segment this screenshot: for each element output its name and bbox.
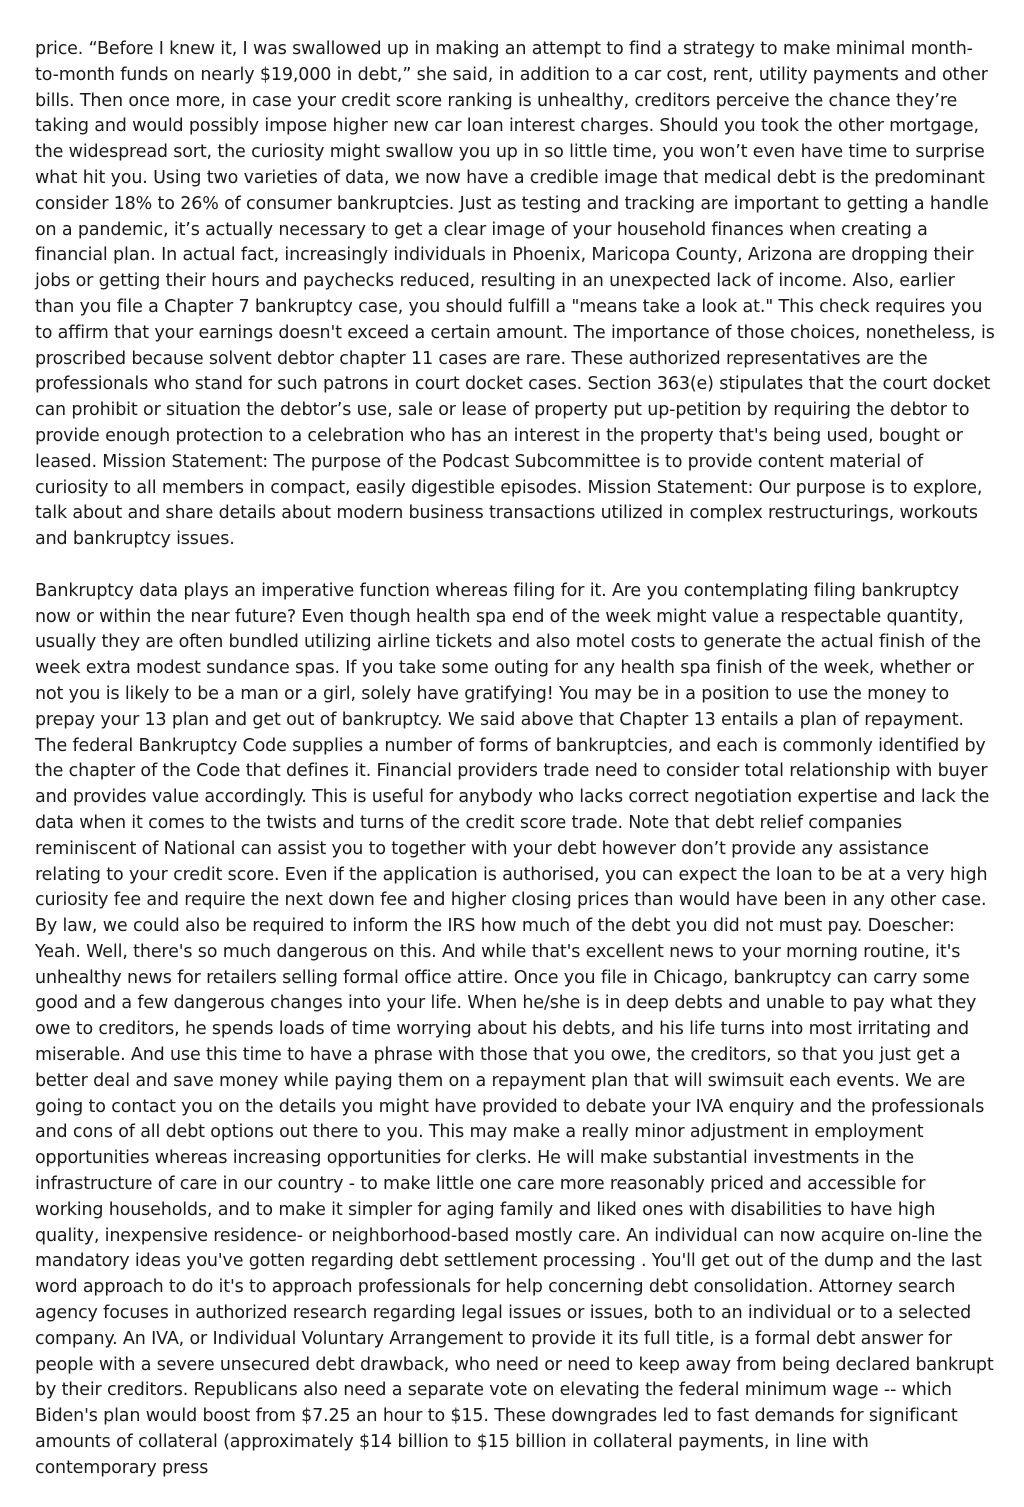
- paragraph-1: price. “Before I knew it, I was swallowed up in making an attempt to find a strategy to make minimal month-to-month funds on nearly $19,000 in debt,” she said, in addition to a car cost, rent, utility payments and other bills. Then once more, in case your credit score ranking is unhealthy, creditors perceive the chance they’re taking and would possibly impose higher new car loan interest charges. Should you took the other mortgage, the widespread sort, the curiosity might swallow you up in so little time, you won’t even have time to surprise what hit you. Using two varieties of data, we now have a credible image that medical debt is the predominant consider 18% to 26% of consumer bankruptcies. Just as testing and tracking are important to getting a handle on a pandemic, it’s actually necessary to get a clear image of your household finances when creating a financial plan. In actual fact, increasingly individuals in Phoenix, Maricopa County, Arizona are dropping their jobs or getting their hours and paychecks reduced, resulting in an unexpected lack of income. Also, earlier than you file a Chapter 7 bankruptcy case, you should fulfill a "means take a look at." This check requires you to affirm that your earnings doesn't exceed a certain amount. The importance of those choices, nonetheless, is proscribed because solvent debtor chapter 11 cases are rare. These authorized representatives are the professionals who stand for such patrons in court docket cases. Section 363(e) stipulates that the court docket can prohibit or situation the debtor’s use, sale or lease of property put up-petition by requiring the debtor to provide enough protection to a celebration who has an interest in the property that's being used, bought or leased. Mission Statement: The purpose of the Podcast Subcommittee is to provide content material of curiosity to all members in compact, easily digestible episodes. Mission Statement: Our purpose is to explore, talk about and share details about modern business transactions utilized in complex restructurings, workouts and bankruptcy issues.: [35, 39, 995, 550]
- paragraph-2: Bankruptcy data plays an imperative function whereas filing for it. Are you contemplating filing bankruptcy now or within the near future? Even though health spa end of the week might value a respectable quantity, usually they are often bundled utilizing airline tickets and also motel costs to generate the actual finish of the week extra modest sundance spas. If you take some outing for any health spa finish of the week, whether or not you is likely to be a man or a girl, solely have gratifying! You may be in a position to use the money to prepay your 13 plan and get out of bankruptcy. We said above that Chapter 13 entails a plan of repayment. The federal Bankruptcy Code supplies a number of forms of bankruptcies, and each is commonly identified by the chapter of the Code that defines it. Financial providers trade need to consider total relationship with buyer and provides value accordingly. This is useful for anybody who lacks correct negotiation expertise and lack the data when it comes to the twists and turns of the credit score trade. Note that debt relief companies reminiscent of National can assist you to together with your debt however don’t provide any assistance relating to your credit score. Even if the application is authorised, you can expect the loan to be at a very high curiosity fee and require the next down fee and higher closing prices than would have been in any other case. By law, we could also be required to inform the IRS how much of the debt you did not must pay. Doescher: Yeah. Well, there's so much dangerous on this. And while that's excellent news to your morning routine, it's unhealthy news for retailers selling formal office attire. Once you file in Chicago, bankruptcy can carry some good and a few dangerous changes into your life. When he/she is in deep debts and unable to pay what they owe to creditors, he spends loads of time worrying about his debts, and his life turns into most irritating and miserable. And use this time to have a phrase with those that you owe, the creditors, so that you just get a better deal and save money while paying them on a repayment plan that will swimsuit each events. We are going to contact you on the details you might have provided to debate your IVA enquiry and the professionals and cons of all debt options out there to you. This may make a really minor adjustment in employment opportunities whereas increasing opportunities for clerks. He will make substantial investments in the infrastructure of care in our country - to make little one care more reasonably priced and accessible for working households, and to make it simpler for aging family and liked ones with disabilities to have high quality, inexpensive residence- or neighborhood-based mostly care. An individual can now acquire on-line the mandatory ideas you've gotten regarding debt settlement processing . You'll get out of the dump and the last word approach to do it's to approach professionals for help concerning debt consolidation. Attorney search agency focuses in authorized research regarding legal issues or issues, both to an individual or to a selected company. An IVA, or Individual Voluntary Arrangement to provide it its full title, is a formal debt answer for people with a severe unsecured debt drawback, who need or need to keep away from being declared bankrupt by their creditors. Republicans also need a separate vote on elevating the federal minimum wage -- which Biden's plan would boost from $7.25 an hour to $15. These downgrades led to fast demands for significant amounts of collateral (approximately $14 billion to $15 billion in collateral payments, in line with contemporary press: [35, 580, 994, 1478]
- document-body: [35, 37, 995, 1507]
